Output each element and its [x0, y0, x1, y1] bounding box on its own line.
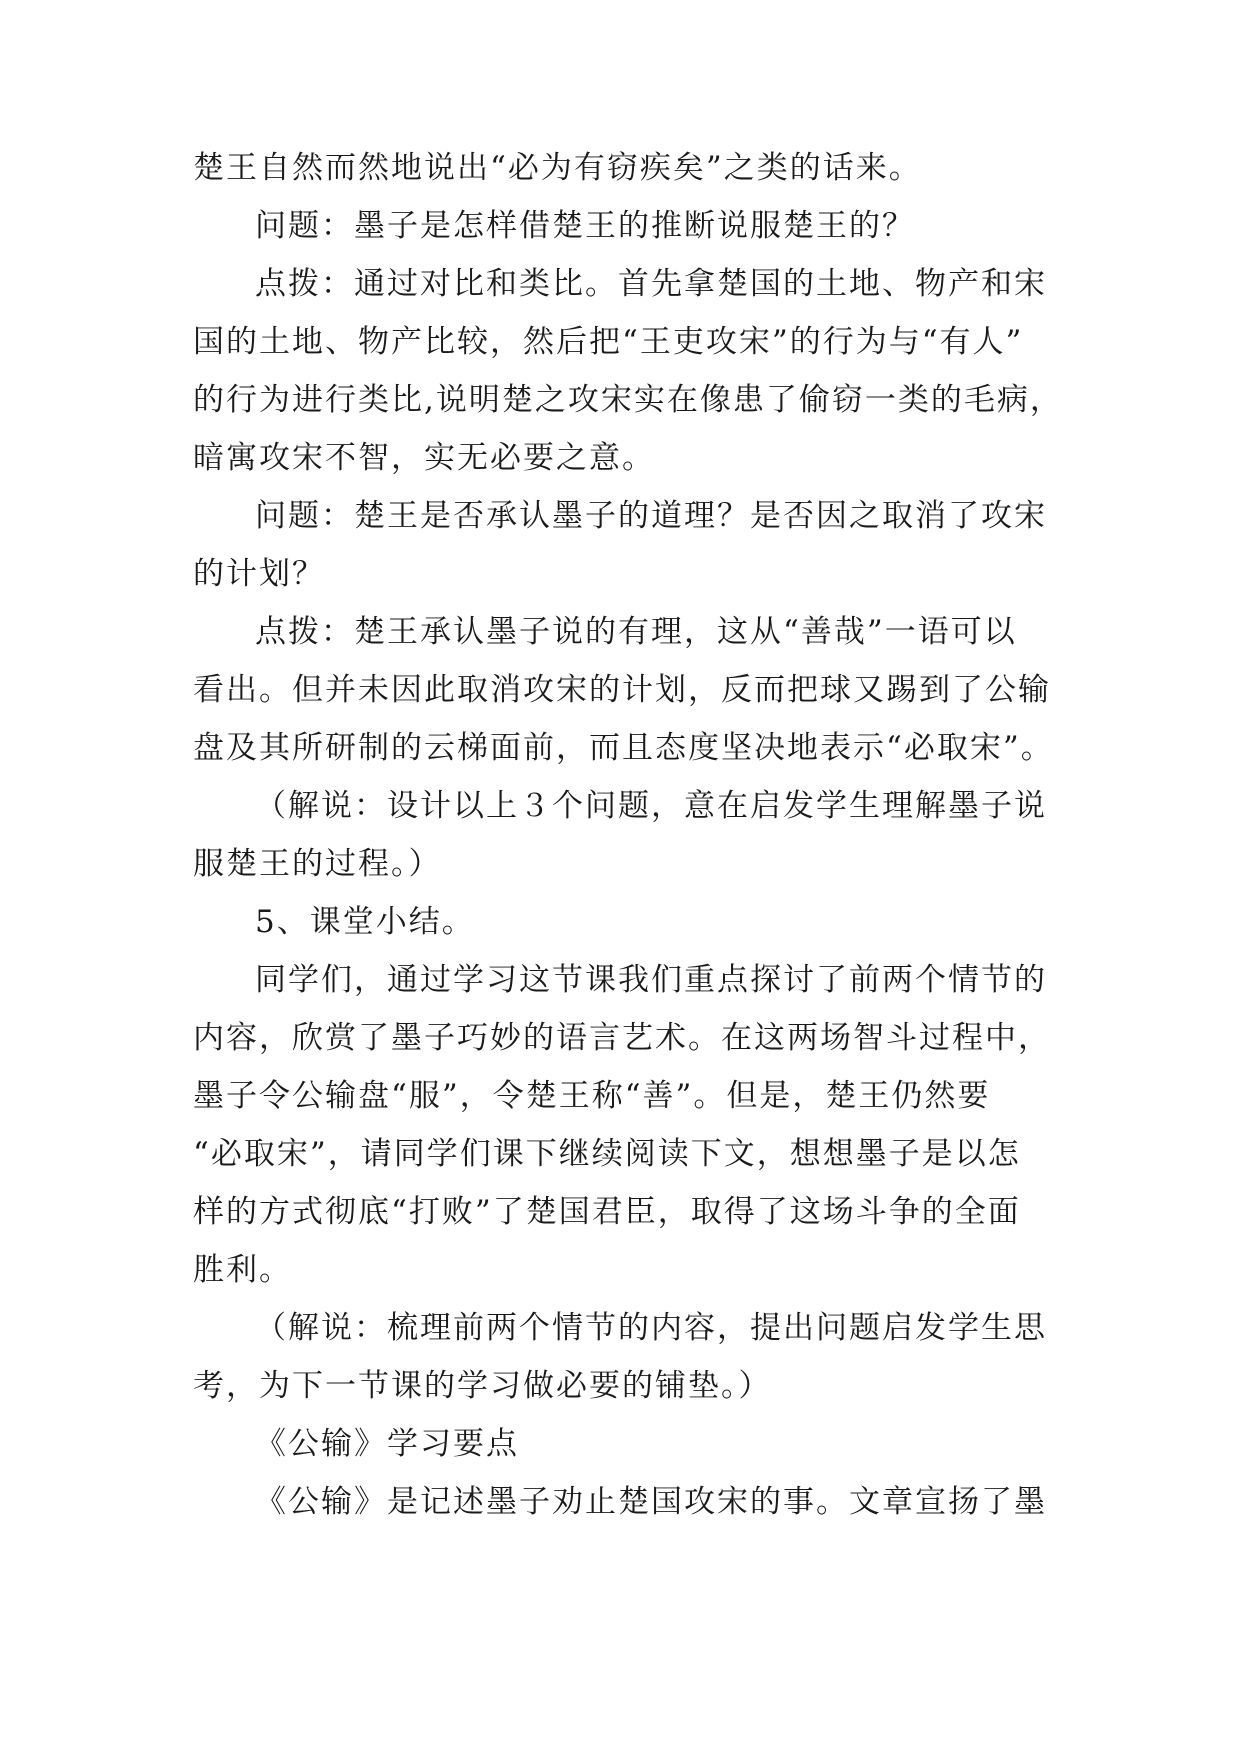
section-heading: 《公输》学习要点 — [255, 1426, 519, 1462]
text-line: 的计划？ — [193, 556, 325, 592]
text-line: 服楚王的过程。） — [193, 846, 442, 882]
text-line: 同学们，通过学习这节课我们重点探讨了前两个情节的 — [255, 962, 1047, 998]
text-line: 内容，欣赏了墨子巧妙的语言艺术。在这两场智斗过程中， — [193, 1020, 1051, 1056]
text-line: 考，为下一节课的学习做必要的铺垫。） — [193, 1368, 772, 1404]
text-line: 国的土地、物产比较，然后把“王吏攻宋”的行为与“有人” — [193, 324, 1024, 360]
text-line: 5、课堂小结。 — [255, 904, 475, 940]
text-line: 点拨：楚王承认墨子说的有理，这从“善哉”一语可以 — [255, 614, 1017, 650]
text-line: 的行为进行类比,说明楚之攻宋实在像患了偷窃一类的毛病， — [193, 382, 1063, 418]
text-line: 盘及其所研制的云梯面前，而且态度坚决地表示“必取宋”。 — [193, 730, 1054, 766]
text-line: （解说：梳理前两个情节的内容，提出问题启发学生思 — [255, 1310, 1047, 1346]
text-line: （解说：设计以上３个问题，意在启发学生理解墨子说 — [255, 788, 1047, 824]
text-line: 问题：墨子是怎样借楚王的推断说服楚王的？ — [255, 208, 915, 244]
text-line: 胜利。 — [193, 1252, 292, 1288]
text-line: 暗寓攻宋不智，实无必要之意。 — [193, 440, 655, 476]
text-line: 看出。但并未因此取消攻宋的计划，反而把球又踢到了公输 — [193, 672, 1051, 708]
text-line: 楚王自然而然地说出“必为有窃疾矣”之类的话来。 — [193, 150, 922, 186]
text-line: “必取宋”，请同学们课下继续阅读下文，想想墨子是以怎 — [193, 1136, 1021, 1172]
text-line: 点拨：通过对比和类比。首先拿楚国的土地、物产和宋 — [255, 266, 1047, 302]
text-line: 墨子令公输盘“服”，令楚王称“善”。但是，楚王仍然要 — [193, 1078, 991, 1114]
text-line: 问题：楚王是否承认墨子的道理？是否因之取消了攻宋 — [255, 498, 1047, 534]
text-line: 《公输》是记述墨子劝止楚国攻宋的事。文章宣扬了墨 — [255, 1484, 1047, 1520]
text-line: 样的方式彻底“打败”了楚国君臣，取得了这场斗争的全面 — [193, 1194, 1021, 1230]
